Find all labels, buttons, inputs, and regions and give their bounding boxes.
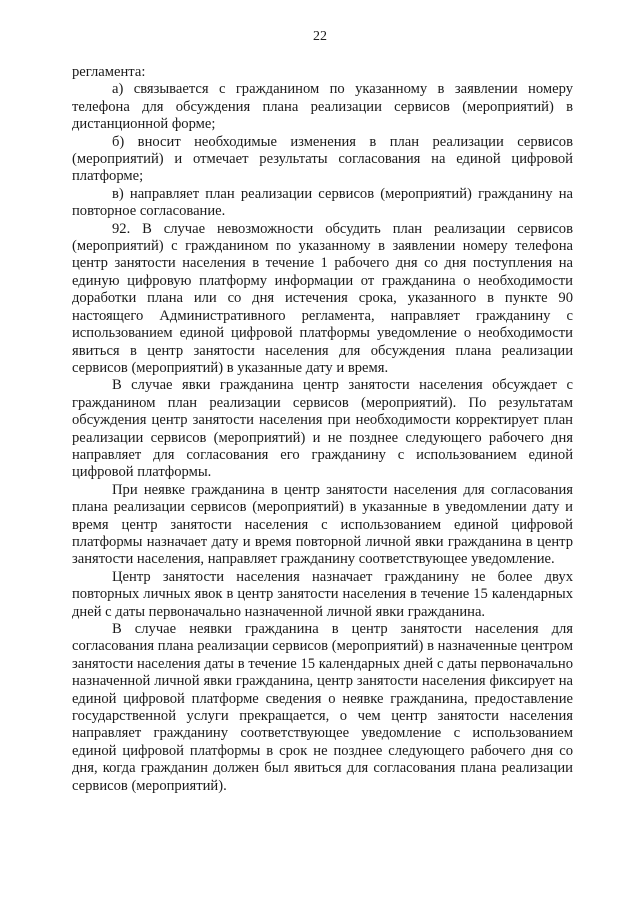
paragraph-repeat-visits: Центр занятости населения назначает гражданину не более двух повторных личных явок в центр занятости населения в течение 15 календарных дней с даты первоначально назначенной личной явки гражданина. xyxy=(72,568,573,620)
page-number: 22 xyxy=(313,29,327,44)
paragraph-attendance: В случае явки гражданина центр занятости населения обсуждает с гражданином план реализации сервисов (мероприятий). По результатам обсуждения центр занятости населения при необходимости корректирует план реализации сервисов (мероприятий) и не позднее следующего рабочего дня направляет для согласования его гражданину с использованием единой цифровой платформы. xyxy=(72,377,573,481)
list-item-b: б) вносит необходимые изменения в план реализации сервисов (мероприятий) и отмечает результаты согласования на единой цифровой платформе; xyxy=(72,133,573,185)
document-body xyxy=(72,64,573,795)
list-item-a: а) связывается с гражданином по указанному в заявлении номеру телефона для обсуждения плана реализации сервисов (мероприятий) в дистанционной форме; xyxy=(72,81,573,133)
paragraph-non-attendance: При неявке гражданина в центр занятости населения для согласования плана реализации сервисов (мероприятий) в указанные в уведомлении дату и время центр занятости населения с использованием единой цифровой платформы назначает дату и время повторной личной явки гражданина в центр занятости населения, направляет гражданину соответствующее уведомление. xyxy=(72,481,573,568)
paragraph-lead: регламента: xyxy=(72,64,146,80)
list-item-c: в) направляет план реализации сервисов (мероприятий) гражданину на повторное согласование. xyxy=(72,185,573,220)
paragraph-92: 92. В случае невозможности обсудить план реализации сервисов (мероприятий) с гражданином по указанному в заявлении номеру телефона центр занятости населения в течение 1 рабочего дня со дня поступления на единую цифровую платформу информации от гражданина о необходимости доработки плана или со дня истечения срока, указанного в пункте 90 настоящего Административного регламента, направляет гражданину с использованием единой цифровой платформы уведомление о необходимости явиться в центр занятости населения для обсуждения плана реализации сервисов (мероприятий) в указанные дату и время. xyxy=(72,220,573,376)
paragraph-termination: В случае неявки гражданина в центр занятости населения для согласования плана реализации сервисов (мероприятий) в назначенные центром занятости населения даты в течение 15 календарных дней с даты первоначально назначенной личной явки гражданина, центр занятости населения фиксирует на единой цифровой платформе сведения о неявке гражданина, предоставление государственной услуги прекращается, о чем центр занятости населения направляет гражданину соответствующее уведомление с использованием единой цифровой платформы в срок не позднее следующего рабочего дня со дня, когда гражданин должен был явиться для согласования плана реализации сервисов (мероприятий). xyxy=(72,621,573,794)
